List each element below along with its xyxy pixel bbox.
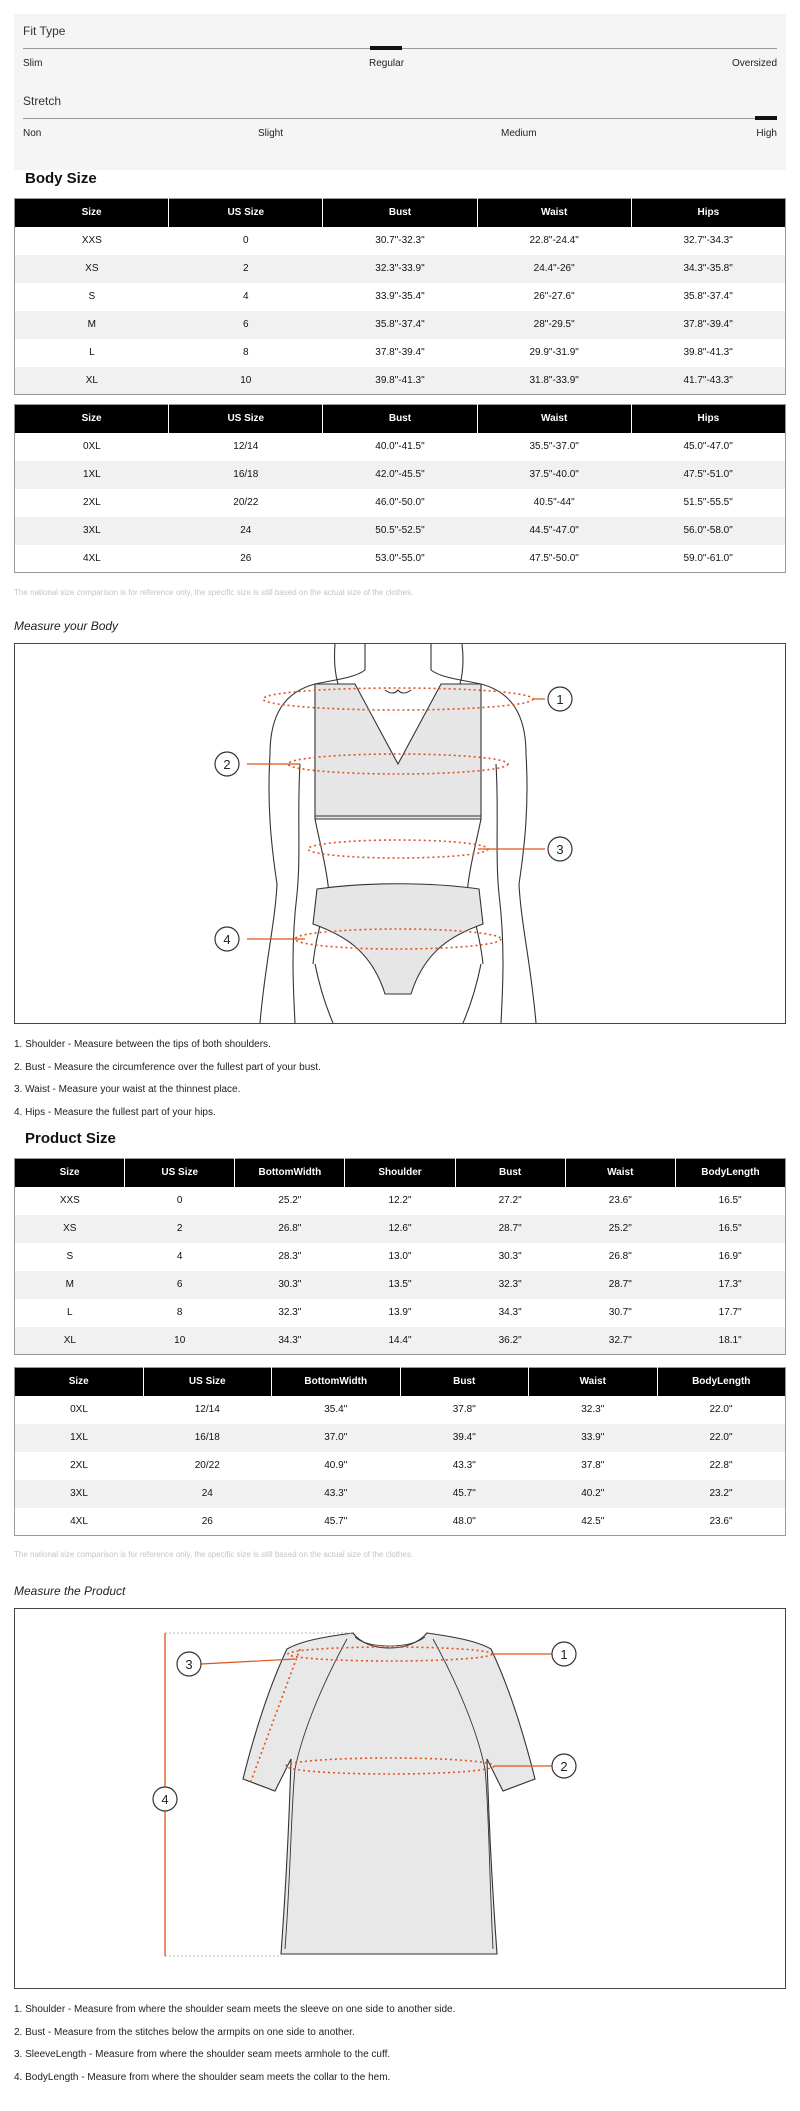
- body-marker-2: 2: [223, 757, 231, 772]
- body-marker-3: 3: [556, 842, 564, 857]
- column-header: Hips: [631, 199, 785, 227]
- column-header: BodyLength: [657, 1368, 786, 1396]
- table-cell: XS: [15, 255, 169, 283]
- table-cell: 32.3": [455, 1271, 565, 1299]
- table-cell: 42.0"-45.5": [323, 461, 477, 489]
- table-cell: 39.8"-41.3": [683, 347, 733, 358]
- table-row: [15, 433, 786, 461]
- table-cell: 42.5": [581, 1515, 605, 1527]
- table-cell: 41.7"-43.3": [631, 367, 785, 395]
- fit-type-title: Fit Type: [23, 24, 66, 38]
- table-cell: 43.3": [272, 1480, 401, 1508]
- table-cell: 28.7": [455, 1215, 565, 1243]
- table-row: [15, 545, 786, 573]
- body-size-note: The national size comparison is for reference only, the specific size is still based on the actual size of the clothes.: [14, 588, 414, 597]
- table-cell: 22.0": [657, 1424, 786, 1452]
- column-header: BodyLength: [675, 1159, 785, 1187]
- table-row: [15, 1215, 786, 1243]
- table-cell: 28.7": [565, 1271, 675, 1299]
- table-cell: M: [15, 311, 169, 339]
- column-header: Size: [15, 1159, 125, 1187]
- table-cell: 16/18: [143, 1424, 272, 1452]
- table-cell: 45.7": [400, 1480, 529, 1508]
- column-header: US Size: [125, 1159, 235, 1187]
- table-cell: 35.4": [324, 1404, 348, 1415]
- table-cell: 35.8"-37.4": [323, 311, 477, 339]
- table-cell: 50.5"-52.5": [323, 517, 477, 545]
- table-cell: 6: [169, 311, 323, 339]
- table-cell: 23.6": [709, 1515, 733, 1527]
- table-cell: 4: [176, 1251, 183, 1262]
- table-cell: 4XL: [70, 1515, 88, 1527]
- column-header: Waist: [565, 1159, 675, 1187]
- table-cell: 37.8"-39.4": [631, 311, 785, 339]
- table-cell: XS: [15, 1215, 125, 1243]
- table-cell: 2: [169, 255, 323, 283]
- body-illustration: [14, 643, 786, 1024]
- table-cell: 45.0"-47.0": [683, 441, 733, 452]
- table-cell: M: [15, 1271, 125, 1299]
- column-header: Shoulder: [345, 1159, 455, 1187]
- table-row: [15, 311, 786, 339]
- column-header: Bust: [323, 405, 477, 433]
- body-diagram: [15, 644, 785, 1023]
- table-cell: 10: [169, 367, 323, 395]
- table-cell: 56.0"-58.0": [631, 517, 785, 545]
- table-cell: 47.5"-50.0": [529, 552, 579, 564]
- product-marker-1: 1: [560, 1647, 568, 1662]
- table-cell: 0XL: [70, 1404, 88, 1415]
- table-cell: 25.2": [565, 1215, 675, 1243]
- table-cell: 37.8"-39.4": [375, 347, 425, 358]
- table-cell: 12/14: [233, 441, 259, 452]
- table-cell: XL: [15, 367, 169, 395]
- table-cell: S: [66, 1251, 74, 1262]
- column-header: US Size: [169, 199, 323, 227]
- stretch-scale: [23, 118, 777, 119]
- table-cell: 39.4": [400, 1424, 529, 1452]
- column-header: US Size: [143, 1368, 272, 1396]
- table-cell: 1XL: [15, 461, 169, 489]
- table-cell: 0: [176, 1195, 183, 1206]
- table-cell: 26.8": [608, 1251, 632, 1262]
- table-cell: 37.5"-40.0": [477, 461, 631, 489]
- table-row: [15, 1243, 786, 1271]
- table-cell: 1XL: [15, 1424, 144, 1452]
- product-size-note: The national size comparison is for reference only, the specific size is still based on the actual size of the clothes.: [14, 1550, 414, 1559]
- product-size-title: Product Size: [25, 1130, 116, 1147]
- tshirt-diagram: [15, 1609, 785, 1988]
- table-cell: 45.7": [324, 1515, 348, 1527]
- table-cell: 14.4": [345, 1327, 455, 1355]
- measure-body-title: Measure your Body: [14, 619, 119, 633]
- stretch-indicator: [755, 116, 777, 120]
- table-cell: 22.8": [709, 1460, 733, 1471]
- table-cell: 35.8"-37.4": [683, 291, 733, 302]
- table-cell: 24: [143, 1480, 272, 1508]
- table-cell: 17.3": [675, 1271, 785, 1299]
- table-row: [15, 1508, 786, 1536]
- table-cell: 32.3"-33.9": [323, 255, 477, 283]
- fit-type-indicator: [370, 46, 402, 50]
- table-cell: 16.9": [718, 1251, 742, 1262]
- table-row: [15, 1396, 786, 1424]
- briefs-shape: [313, 884, 483, 994]
- table-cell: 43.3": [452, 1460, 476, 1471]
- column-header: Bust: [455, 1159, 565, 1187]
- table-cell: 33.9": [529, 1424, 658, 1452]
- bra-shape: [315, 684, 481, 819]
- table-cell: 12.2": [388, 1195, 412, 1206]
- body-measure-item: 3. Waist - Measure your waist at the thinnest place.: [14, 1084, 241, 1095]
- table-cell: 13.0": [388, 1251, 412, 1262]
- table-cell: 27.2": [498, 1195, 522, 1206]
- column-header: Bust: [400, 1368, 529, 1396]
- body-measure-item: 1. Shoulder - Measure between the tips of both shoulders.: [14, 1039, 271, 1050]
- table-row: [15, 1299, 786, 1327]
- table-row: [15, 1424, 786, 1452]
- column-header: Size: [15, 199, 169, 227]
- product-measure-item: 1. Shoulder - Measure from where the shoulder seam meets the sleeve on one side to another side.: [14, 2004, 456, 2015]
- table-row: [15, 339, 786, 367]
- table-row: [15, 517, 786, 545]
- table-cell: 0XL: [82, 441, 101, 452]
- table-row: [15, 283, 786, 311]
- fit-type-label-oversized: Oversized: [731, 58, 777, 69]
- product-measure-item: 2. Bust - Measure from the stitches below the armpits on one side to another.: [14, 2027, 355, 2038]
- table-cell: 51.5"-55.5": [683, 497, 733, 508]
- table-cell: 30.3": [498, 1251, 522, 1262]
- body-measure-item: 4. Hips - Measure the fullest part of your hips.: [14, 1107, 216, 1118]
- table-cell: 31.8"-33.9": [477, 367, 631, 395]
- table-cell: 0: [243, 235, 249, 246]
- table-cell: 16.5": [675, 1215, 785, 1243]
- fit-panel: [14, 14, 786, 170]
- table-cell: 23.2": [657, 1480, 786, 1508]
- table-row: [15, 1480, 786, 1508]
- table-cell: 12.6": [345, 1215, 455, 1243]
- table-cell: 34.3": [498, 1307, 522, 1318]
- table-row: [15, 1452, 786, 1480]
- product-marker-2: 2: [560, 1759, 568, 1774]
- table-cell: 16/18: [169, 461, 323, 489]
- table-cell: 40.0"-41.5": [375, 441, 425, 452]
- table-cell: XXS: [81, 235, 102, 246]
- table-cell: 26: [201, 1515, 213, 1527]
- body-marker-1: 1: [556, 692, 564, 707]
- table-cell: 26.8": [235, 1215, 345, 1243]
- table-cell: 20/22: [194, 1460, 220, 1471]
- stretch-label-slight: Slight: [258, 128, 284, 139]
- product-illustration: [14, 1608, 786, 1989]
- waist-measure-line: [308, 840, 488, 858]
- table-cell: 53.0"-55.0": [375, 552, 425, 564]
- product-measure-item: 4. BodyLength - Measure from where the shoulder seam meets the collar to the hem.: [14, 2072, 391, 2083]
- table-cell: 10: [125, 1327, 235, 1355]
- table-cell: 32.3": [278, 1307, 302, 1318]
- table-row: [15, 489, 786, 517]
- column-header: Size: [15, 1368, 144, 1396]
- table-cell: 22.0": [709, 1404, 733, 1415]
- table-cell: 2XL: [82, 497, 101, 508]
- table-cell: 17.7": [718, 1307, 742, 1318]
- body-marker-4: 4: [223, 932, 231, 947]
- table-cell: 12/14: [194, 1404, 220, 1415]
- table-cell: S: [88, 291, 96, 302]
- column-header: Waist: [477, 405, 631, 433]
- table-cell: 48.0": [452, 1515, 476, 1527]
- table-row: [15, 1187, 786, 1215]
- table-cell: 13.9": [388, 1307, 412, 1318]
- table-cell: 40.9": [324, 1460, 348, 1471]
- column-header: Bust: [323, 199, 477, 227]
- fit-type-label-regular: Regular: [369, 58, 405, 69]
- product-marker-3: 3: [185, 1657, 193, 1672]
- table-cell: L: [67, 1307, 73, 1318]
- body-size-table-2: [14, 404, 786, 573]
- table-cell: 28"-29.5": [477, 311, 631, 339]
- table-cell: 46.0"-50.0": [375, 497, 425, 508]
- table-cell: 26: [240, 552, 252, 564]
- column-header: BottomWidth: [272, 1368, 401, 1396]
- table-cell: 18.1": [675, 1327, 785, 1355]
- column-header: Waist: [477, 199, 631, 227]
- table-cell: 30.7": [608, 1307, 632, 1318]
- table-cell: 8: [176, 1307, 183, 1318]
- table-cell: 8: [243, 347, 249, 358]
- table-cell: XXS: [59, 1195, 80, 1206]
- column-header: Hips: [631, 405, 785, 433]
- table-cell: 13.5": [345, 1271, 455, 1299]
- column-header: Size: [15, 405, 169, 433]
- table-cell: 34.3"-35.8": [631, 255, 785, 283]
- table-row: [15, 255, 786, 283]
- table-cell: 2: [125, 1215, 235, 1243]
- table-row: [15, 1327, 786, 1355]
- table-cell: 32.7": [565, 1327, 675, 1355]
- measure-product-title: Measure the Product: [14, 1584, 126, 1598]
- table-cell: 44.5"-47.0": [477, 517, 631, 545]
- body-size-table-1: [14, 198, 786, 395]
- table-row: [15, 227, 786, 255]
- table-cell: 6: [125, 1271, 235, 1299]
- body-size-title: Body Size: [25, 170, 97, 187]
- stretch-label-high: High: [756, 128, 777, 139]
- column-header: BottomWidth: [235, 1159, 345, 1187]
- table-cell: 16.5": [718, 1195, 742, 1206]
- column-header: US Size: [169, 405, 323, 433]
- table-cell: 3XL: [15, 1480, 144, 1508]
- column-header: Waist: [529, 1368, 658, 1396]
- table-cell: 25.2": [278, 1195, 302, 1206]
- table-cell: 23.6": [608, 1195, 632, 1206]
- table-cell: 3XL: [15, 517, 169, 545]
- table-cell: 59.0"-61.0": [683, 552, 733, 564]
- body-measure-item: 2. Bust - Measure the circumference over the fullest part of your bust.: [14, 1062, 321, 1073]
- table-cell: 35.5"-37.0": [529, 441, 579, 452]
- table-cell: 24.4"-26": [477, 255, 631, 283]
- table-cell: XL: [15, 1327, 125, 1355]
- table-cell: 29.9"-31.9": [529, 347, 579, 358]
- table-cell: 39.8"-41.3": [323, 367, 477, 395]
- fit-type-label-slim: Slim: [23, 58, 43, 69]
- table-cell: 4XL: [82, 552, 101, 564]
- stretch-title: Stretch: [23, 94, 62, 108]
- product-size-table-1: [14, 1158, 786, 1355]
- table-cell: 2XL: [70, 1460, 88, 1471]
- table-cell: 37.8": [581, 1460, 605, 1471]
- table-cell: 47.5"-51.0": [631, 461, 785, 489]
- table-cell: 37.0": [272, 1424, 401, 1452]
- product-measure-item: 3. SleeveLength - Measure from where the shoulder seam meets armhole to the cuff.: [14, 2049, 391, 2060]
- table-cell: 37.8": [452, 1404, 476, 1415]
- table-cell: 24: [169, 517, 323, 545]
- table-cell: 30.3": [235, 1271, 345, 1299]
- table-cell: 40.2": [529, 1480, 658, 1508]
- table-cell: 36.2": [455, 1327, 565, 1355]
- table-cell: 34.3": [235, 1327, 345, 1355]
- product-marker-4: 4: [161, 1792, 169, 1807]
- table-cell: 26"-27.6": [533, 291, 575, 302]
- stretch-label-non: Non: [23, 128, 42, 139]
- table-cell: 4: [243, 291, 249, 302]
- table-cell: 32.3": [581, 1404, 605, 1415]
- table-row: [15, 461, 786, 489]
- shoulder-measure-line: [263, 688, 533, 710]
- table-row: [15, 367, 786, 395]
- stretch-label-medium: Medium: [501, 128, 537, 139]
- table-cell: 20/22: [233, 497, 259, 508]
- table-cell: 30.7"-32.3": [375, 235, 425, 246]
- table-cell: 40.5"-44": [533, 497, 575, 508]
- table-cell: 22.8"-24.4": [529, 235, 579, 246]
- product-size-table-2: [14, 1367, 786, 1536]
- table-row: [15, 1271, 786, 1299]
- table-cell: 32.7"-34.3": [683, 235, 733, 246]
- table-cell: L: [89, 347, 95, 358]
- table-cell: 28.3": [278, 1251, 302, 1262]
- table-cell: 33.9"-35.4": [375, 291, 425, 302]
